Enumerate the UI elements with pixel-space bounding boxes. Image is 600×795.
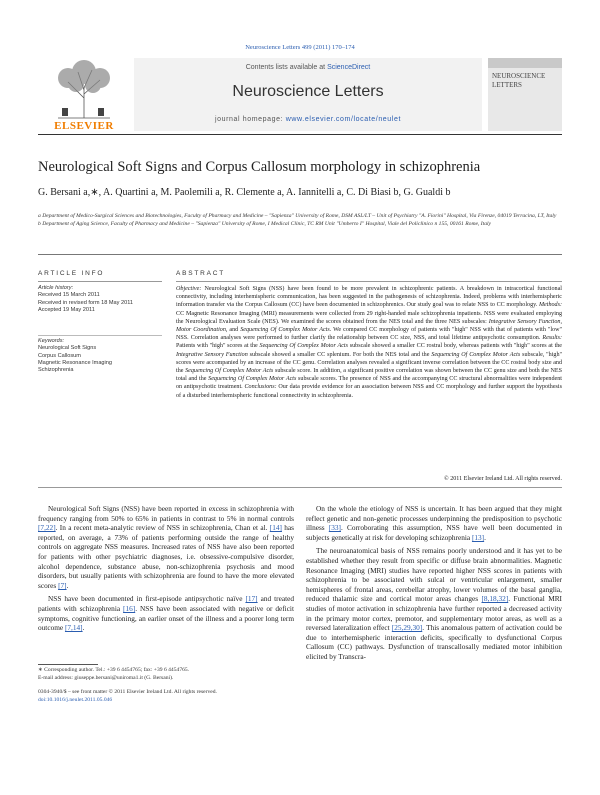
- text: . Corroborating this assumption, NSS have well been documented in subjects genetically at risk for developing schizophrenia: [306, 523, 562, 542]
- keywords-label: Keywords:: [38, 338, 65, 344]
- journal-cover: [488, 58, 562, 131]
- abstract-text: [176, 285, 562, 400]
- results-text: Patients with "high" scores at the: [176, 343, 260, 350]
- text: .: [66, 580, 69, 590]
- citation-link[interactable]: [14]: [269, 523, 282, 533]
- text: and treated patients with schizophrenia: [38, 594, 294, 613]
- publisher-wordmark: ELSEVIER: [54, 120, 114, 132]
- body-paragraph: [38, 504, 294, 590]
- homepage-link[interactable]: www.elsevier.com/locate/neulet: [285, 116, 401, 123]
- keyword: Neurological Soft Signs: [38, 345, 97, 352]
- text: has reported, on average, a 73% of patients performing outside the range of healthy controls on aggregate NSS measures. Increased rates of NSS have also been reported for patients with other psychiatric diagnoses, i.e. obsessive-compulsive disorder, alcohol dependence, substance abuse, non-schizophrenia psychosis and mood disorders, but usually patients with schizophrenia are found to have the more elevated scores: [38, 523, 294, 590]
- text: . NSS have been associated with negative or deficit symptoms, cognitive functioning, an earlier onset of the illness and a poorer long term outcome: [38, 603, 294, 633]
- article-history: [38, 285, 162, 314]
- citation-link[interactable]: [33]: [328, 523, 341, 533]
- affiliations: [38, 213, 562, 228]
- keywords-rule: [38, 335, 162, 336]
- objective-text: Neurological Soft Signs (NSS) have been found to be more prevalent in schizophrenic patients. A breakdown in intracortical functional connectivity, including interhemispheric communication, has been suggested in the pathogenesis of schizophrenia. Indeed, problems with interhemispheric information transfer via the Corpus Callosum (CC) have been documented in schizophrenics. Our study goal was to relate NSS to CC morphology.: [176, 286, 562, 309]
- subscale-name: Sequencing Of Complex Motor Acts: [259, 343, 348, 350]
- sciencedirect-link[interactable]: ScienceDirect: [327, 64, 371, 71]
- elsevier-tree-logo: [38, 58, 130, 131]
- results-text: subscale showed a smaller CC splenium. For both the NES total and the: [247, 351, 432, 358]
- citation-link[interactable]: [7,14]: [64, 623, 83, 633]
- body-paragraph: [306, 546, 562, 661]
- affiliation-a: a Department of Medico-Surgical Sciences and Biotechnologies, Faculty of Pharmacy and Medicine – "Sapienza" University of Rome, DSM ASL/LT – Unit of Psychiatry "A. Fiorini" Hospital, Via Firenze, 04019 Terracina, LT, Italy: [38, 213, 557, 219]
- citation-link[interactable]: [7,22]: [38, 523, 56, 533]
- methods-text: CC Magnetic Resonance Imaging (MRI) measurements were collected from 29 right-handed male schizophrenia inpatients. NSS were evaluated employing the Neurological Evaluation Scale (NES). We examined the scores obtained from the NES total and the three NES subscales:: [176, 310, 562, 325]
- abstract-heading: ABSTRACT: [176, 270, 226, 277]
- text: . This anomalous pattern of activation could be due to interhemispheric interaction deficits, specifically to dysfunctional Corpus Callosum (CC) pathways. Dysfunction of transcallosally mediated motor inhibition elicited by Transcra-: [306, 623, 562, 661]
- masthead: [38, 58, 562, 131]
- issn-line: 0304-3940/$ – see front matter © 2011 Elsevier Ireland Ltd. All rights reserved.: [38, 689, 217, 695]
- text: NSS have been documented in first-episode antipsychotic naïve: [48, 594, 246, 604]
- text: . Functional MRI studies of motor activation in schizophrenia have further reported a decreased activity in the primary motor cortex, premotor, and supplementary motor areas, as well as a reversed lateralization effect: [306, 594, 562, 633]
- body-paragraph: [306, 504, 562, 542]
- contents-prefix: Contents lists available at: [245, 64, 328, 71]
- citation-link[interactable]: [16]: [123, 603, 136, 613]
- masthead-banner: [134, 58, 482, 131]
- article-info-rule: [38, 281, 162, 282]
- subscale-name: Sequencing Of Complex Motor Acts.: [240, 327, 332, 334]
- results-text: subscale score. In addition, a significant positive correlation was shown between the CC genu size and both the NES total and the: [176, 368, 562, 383]
- journal-title: Neuroscience Letters: [232, 83, 384, 100]
- subscale-name: Sequencing Of Complex Motor Acts: [185, 368, 274, 375]
- body-column-right: [306, 504, 562, 666]
- citation-link[interactable]: [7]: [58, 580, 67, 590]
- contents-line: [134, 64, 482, 71]
- history-revised: Received in revised form 18 May 2011: [38, 299, 134, 306]
- cover-title: NEUROSCIENCE LETTERS: [492, 72, 546, 89]
- corresponding-author: ∗ Corresponding author. Tel.: +39 6 4454765; fax: +39 6 4454765.: [38, 667, 190, 673]
- text: . In a recent meta-analytic review of NSS in schizophrenia, Chan et al.: [55, 523, 270, 533]
- article-info-heading: ARTICLE INFO: [38, 270, 105, 277]
- text: Neurological Soft Signs (NSS) have been reported in excess in schizophrenia with frequency ranging from 50% to 65% in patients in contrast to 5% in normal controls: [38, 504, 294, 523]
- text: On the whole the etiology of NSS is uncertain. It has been argued that they might reflect genetic and non-genetic processes underpinning the predisposition to psychotic illness: [306, 504, 562, 533]
- conclusions-label: Conclusions:: [244, 384, 277, 391]
- history-received: Received 15 March 2011: [38, 292, 100, 299]
- results-text: subscale scores. The presence of NSS and the accompanying CC structural abnormalities were independent on antipsychotic treatment.: [176, 376, 562, 391]
- body-column-left: [38, 504, 294, 637]
- subscale-name: Integrative Sensory Function: [176, 351, 248, 358]
- subscale-name: Sequencing Of Complex Motor Acts: [431, 351, 521, 358]
- citation-link[interactable]: [17]: [245, 594, 258, 604]
- text: .: [484, 532, 486, 542]
- tree-icon: [38, 58, 130, 120]
- results-label: Results:: [542, 335, 562, 342]
- author-list: G. Bersani a,∗, A. Quartini a, M. Paolemili a, R. Clemente a, A. Iannitelli a, C. Di Biasi b, G. Gualdi b: [38, 187, 451, 198]
- header-rule: [38, 134, 562, 135]
- text: The neuroanatomical basis of NSS remains poorly understood and it has yet to be established whether they result from specific or diffuse brain abnormalities. Magnetic Resonance Imaging (MRI) studies have reported higher NSS scores in patients with schizophrenia to be associated with sulcal or ventricular enlargement, smaller hemispheres of frontal areas, cerebellar atrophy, lower volumes of the basal ganglia, reduced thalamic size and cortical motor areas changes: [306, 546, 562, 604]
- footnote-rule: [38, 664, 98, 665]
- objective-label: Objective:: [176, 286, 202, 292]
- copyright-line: © 2011 Elsevier Ireland Ltd. All rights reserved.: [444, 476, 562, 482]
- footnote: [38, 667, 294, 682]
- conclusions-text: Our data provide evidence for an association between NSS and CC morphology and further support the hypothesis of a disturbed interhemispheric functional connectivity in schizophrenia.: [176, 384, 562, 399]
- results-text: subscale showed a smaller CC rostral body, whereas patients with "high" scores at the: [347, 343, 563, 350]
- email-address[interactable]: E-mail address: giuseppe.bersani@uniroma1.it (G. Bersani).: [38, 674, 174, 681]
- text: .: [82, 623, 85, 633]
- keyword: Magnetic Resonance Imaging: [38, 359, 113, 366]
- body-paragraph: [38, 594, 294, 632]
- citation-link[interactable]: [13]: [471, 532, 485, 542]
- history-accepted: Accepted 19 May 2011: [38, 306, 95, 313]
- journal-reference[interactable]: Neuroscience Letters 499 (2011) 170–174: [245, 44, 355, 51]
- doi-link[interactable]: doi:10.1016/j.neulet.2011.05.046: [38, 696, 113, 703]
- keyword: Schizophrenia: [38, 367, 74, 374]
- cover-bar: [488, 58, 562, 68]
- affiliation-b: b Department of Aging Science, Faculty of Pharmacy and Medicine – "Sapienza" University of Rome, I Medical Clinic, TC RM Unit "Umberto I" Hospital, Viale del Policlinico n 155, 00161 Rome, Italy: [38, 220, 492, 227]
- citation-link[interactable]: [25,29,30]: [391, 623, 423, 633]
- keywords: [38, 338, 162, 374]
- results-text: subscale, "high" scores were accompanied by an increase of the CC genu. Correlation analyses revealed a significant inverse correlation between the CC rostral body size and the: [176, 351, 562, 375]
- article-title: Neurological Soft Signs and Corpus Callosum morphology in schizophrenia: [38, 159, 481, 175]
- abstract-rule: [176, 281, 562, 282]
- issn-block: [38, 689, 294, 704]
- methods-label: Methods:: [538, 302, 562, 309]
- methods-text: We compared CC morphology of patients with "high" NSS with that of patients with "low" NSS. Correlation analyses were performed to further clarify the relationship between CC size, NSS, and total lifetime antipsychotic consumption.: [176, 327, 562, 342]
- subscale-name: Sequencing Of Complex Motor Acts: [208, 376, 297, 383]
- homepage-line: [134, 116, 482, 123]
- citation-link[interactable]: [8,18,32]: [481, 594, 509, 604]
- history-label: Article history:: [38, 285, 74, 291]
- subscale-names: Integrative Sensory Function, Motor Coordination,: [176, 318, 562, 334]
- keyword: Corpus Callosum: [38, 352, 81, 359]
- methods-text: and: [227, 327, 241, 334]
- homepage-prefix: journal homepage:: [214, 116, 286, 123]
- section-rule: [38, 254, 562, 255]
- abstract-bottom-rule: [38, 487, 562, 488]
